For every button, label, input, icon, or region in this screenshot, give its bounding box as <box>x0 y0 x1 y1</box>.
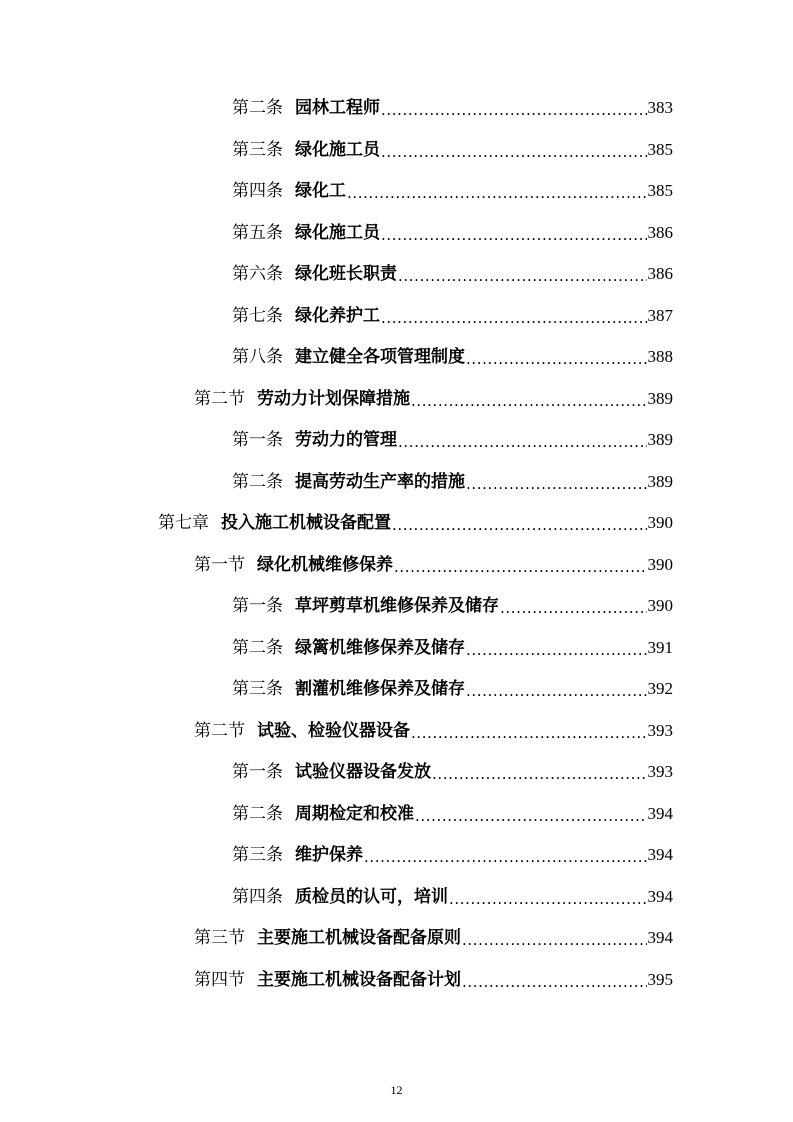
dot-leader <box>398 262 647 286</box>
toc-entry-page: 390 <box>647 513 673 532</box>
toc-entry-page: 387 <box>647 306 673 325</box>
toc-entry-label: 第六条 <box>232 264 283 284</box>
dot-leader <box>466 470 647 494</box>
toc-entry-page: 383 <box>647 98 673 117</box>
toc-entry-title: 提高劳动生产率的措施 <box>295 472 465 492</box>
dot-leader <box>411 387 647 411</box>
toc-entry-page: 385 <box>647 181 673 200</box>
toc-entry-page: 388 <box>647 347 673 366</box>
toc-entry-title: 绿化施工员 <box>295 140 380 160</box>
dot-leader <box>411 719 647 743</box>
toc-entry-title: 劳动力的管理 <box>295 430 397 450</box>
toc-entry-page: 394 <box>647 845 673 864</box>
toc-entry-page: 393 <box>647 762 673 781</box>
toc-entry-label: 第一条 <box>232 596 283 616</box>
toc-entry[interactable] <box>232 96 673 120</box>
toc-entry-page: 390 <box>647 596 673 615</box>
dot-leader <box>381 221 647 245</box>
toc-entry[interactable] <box>232 802 673 826</box>
toc-entry-title: 主要施工机械设备配备原则 <box>257 928 461 948</box>
toc-entry-page: 392 <box>647 679 673 698</box>
toc-entry[interactable] <box>232 179 673 203</box>
toc-entry-title: 绿化工 <box>295 181 346 201</box>
dot-leader <box>381 96 647 120</box>
dot-leader <box>500 594 647 618</box>
toc-entry-page: 394 <box>647 804 673 823</box>
dot-leader <box>398 428 647 452</box>
toc-entry-page: 389 <box>647 389 673 408</box>
toc-entry-page: 386 <box>647 223 673 242</box>
dot-leader <box>462 968 647 992</box>
toc-entry[interactable] <box>194 968 673 992</box>
toc-entry-label: 第八条 <box>232 347 283 367</box>
toc-entry-title: 绿化机械维修保养 <box>257 555 393 575</box>
toc-entry-label: 第二节 <box>194 721 245 741</box>
toc-entry-title: 园林工程师 <box>295 98 380 118</box>
dot-leader <box>381 304 647 328</box>
dot-leader <box>394 553 647 577</box>
toc-entry-title: 质检员的认可，培训 <box>295 887 448 907</box>
toc-entry-label: 第三条 <box>232 845 283 865</box>
toc-entry-label: 第二条 <box>232 638 283 658</box>
page-number: 12 <box>390 1083 403 1097</box>
toc-entry-label: 第二节 <box>194 389 245 409</box>
toc-entry[interactable] <box>232 304 673 328</box>
toc-entry-title: 割灌机维修保养及储存 <box>295 679 465 699</box>
toc-entry[interactable] <box>232 760 673 784</box>
toc-entry-title: 绿化养护工 <box>295 306 380 326</box>
dot-leader <box>466 345 647 369</box>
toc-entry-label: 第七章 <box>158 513 209 533</box>
toc-entry-title: 试验、检验仪器设备 <box>257 721 410 741</box>
toc-entry-title: 绿化班长职责 <box>295 264 397 284</box>
toc-entry-label: 第七条 <box>232 306 283 326</box>
toc-entry-page: 389 <box>647 472 673 491</box>
dot-leader <box>364 843 647 867</box>
toc-entry-label: 第三节 <box>194 928 245 948</box>
dot-leader <box>466 636 647 660</box>
toc-entry-label: 第一节 <box>194 555 245 575</box>
toc-entry-page: 391 <box>647 638 673 657</box>
toc-entry-page: 395 <box>647 970 673 989</box>
toc-entry[interactable] <box>232 470 673 494</box>
dot-leader <box>347 179 647 203</box>
toc-entry-title: 绿化施工员 <box>295 223 380 243</box>
toc-entry[interactable] <box>232 428 673 452</box>
toc-entry-label: 第二条 <box>232 98 283 118</box>
toc-entry-page: 386 <box>647 264 673 283</box>
toc-entry[interactable] <box>232 636 673 660</box>
toc-entry-page: 394 <box>647 887 673 906</box>
toc-entry-page: 385 <box>647 140 673 159</box>
toc-entry-label: 第一条 <box>232 762 283 782</box>
toc-entry-title: 建立健全各项管理制度 <box>295 347 465 367</box>
toc-entry-label: 第四节 <box>194 970 245 990</box>
toc-entry[interactable] <box>232 594 673 618</box>
toc-entry[interactable] <box>232 138 673 162</box>
toc-entry-label: 第二条 <box>232 472 283 492</box>
toc-entry-label: 第五条 <box>232 223 283 243</box>
toc-entry[interactable] <box>232 843 673 867</box>
toc-entry[interactable] <box>194 926 673 950</box>
toc-entry[interactable] <box>194 387 673 411</box>
toc-entry-label: 第四条 <box>232 181 283 201</box>
toc-entry[interactable] <box>232 677 673 701</box>
toc-entry-title: 试验仪器设备发放 <box>295 762 431 782</box>
dot-leader <box>392 511 647 535</box>
toc-entry[interactable] <box>232 221 673 245</box>
toc-entry-title: 绿篱机维修保养及储存 <box>295 638 465 658</box>
toc-entry-label: 第二条 <box>232 804 283 824</box>
toc-entry[interactable] <box>232 345 673 369</box>
toc-entry-label: 第三条 <box>232 140 283 160</box>
toc-entry[interactable] <box>158 511 673 535</box>
toc-entry[interactable] <box>194 719 673 743</box>
dot-leader <box>462 926 647 950</box>
toc-entry-label: 第三条 <box>232 679 283 699</box>
toc-entry-title: 周期检定和校准 <box>295 804 414 824</box>
toc-entry-label: 第四条 <box>232 887 283 907</box>
dot-leader <box>432 760 647 784</box>
dot-leader <box>466 677 647 701</box>
toc-entry-page: 389 <box>647 430 673 449</box>
toc-entry-title: 劳动力计划保障措施 <box>257 389 410 409</box>
toc-entry[interactable] <box>194 553 673 577</box>
dot-leader <box>449 885 647 909</box>
toc-entry[interactable] <box>232 885 673 909</box>
toc-entry-title: 草坪剪草机维修保养及储存 <box>295 596 499 616</box>
toc-entry-page: 394 <box>647 928 673 947</box>
toc-entry-page: 390 <box>647 555 673 574</box>
toc-entry[interactable] <box>232 262 673 286</box>
dot-leader <box>381 138 647 162</box>
toc-entry-title: 主要施工机械设备配备计划 <box>257 970 461 990</box>
dot-leader <box>415 802 647 826</box>
toc-entry-title: 投入施工机械设备配置 <box>221 513 391 533</box>
toc-entry-label: 第一条 <box>232 430 283 450</box>
toc-entry-page: 393 <box>647 721 673 740</box>
toc-entry-title: 维护保养 <box>295 845 363 865</box>
